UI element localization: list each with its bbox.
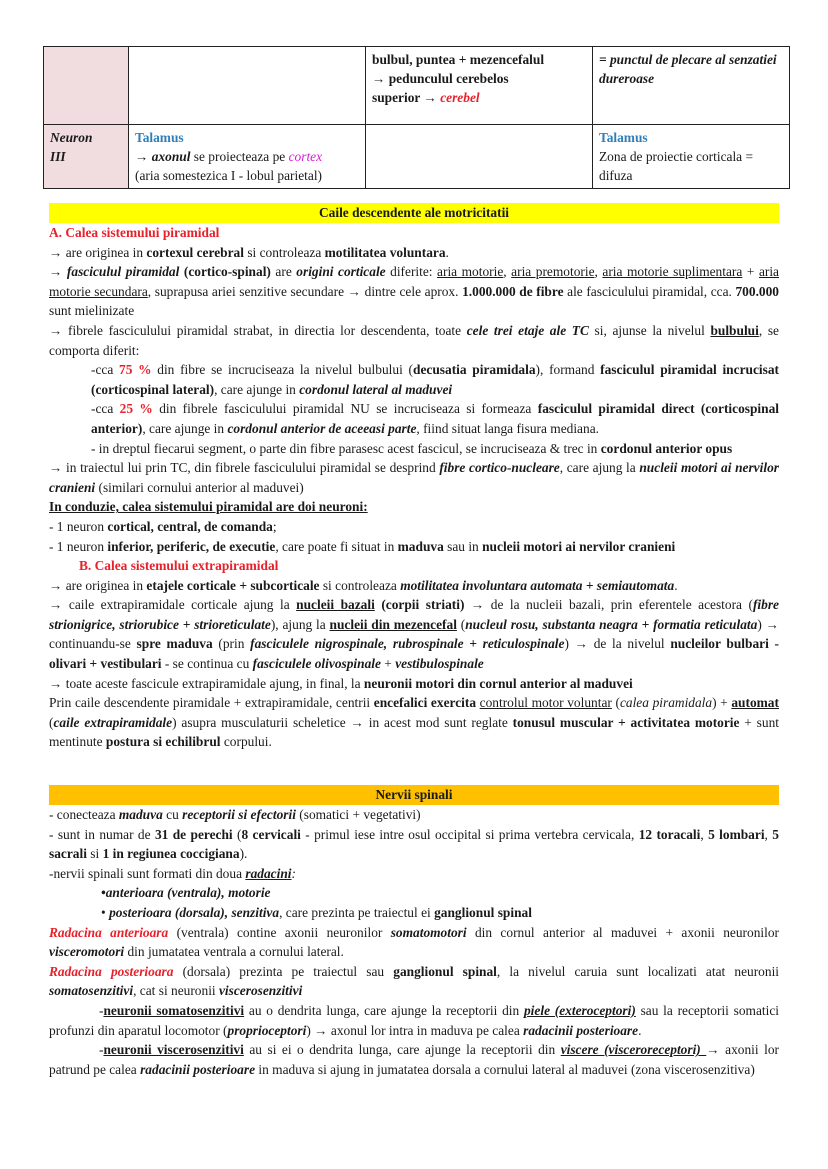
text-run: - conecteaza [49,807,119,822]
text-run: aria motorie secundara [49,264,780,299]
text-run: neuronii motori din cornul anterior al maduvei [363,675,633,691]
text-run: , care ajung la [559,460,640,476]
list-item [49,360,779,399]
text-run: - [99,1042,104,1058]
neuron-table [43,46,790,189]
text-run: decusatia piramidala [413,362,536,378]
text-run: → caile extrapiramidale corticale ajung la [49,597,297,613]
text-run: ) asupra musculaturii scheletice → in acest mod sunt reglate [172,714,513,730]
text-run: ) + [712,695,732,711]
text-run: , se comporta diferit: [49,322,779,358]
text-run: → axonii lor patrund pe calea [49,1042,779,1077]
text-run: fasciculul piramidal [66,264,180,280]
list-item: • anterioara (ventrala), motorie [49,883,779,903]
text-run: viscere (visceroreceptori) [560,1042,707,1058]
text-run: ; [272,518,277,534]
text-run: aria motorie [437,264,504,280]
text-run: → [135,149,152,164]
text-run: controlul motor voluntar [479,695,612,711]
text-run: - se continua cu [161,656,253,672]
text-run: , [594,264,603,280]
text-run: , care ajunge in [214,381,300,397]
text-run: - sunt in numar de [49,826,155,842]
table-cell [366,47,593,125]
text-run: ( [611,695,620,711]
text-run: , care prezinta pe traiectul ei [279,904,435,920]
text-run: tonusul muscular + activitatea motorie [512,714,740,730]
text-run: - 1 neuron [49,538,108,554]
text-run: → [49,264,67,280]
paragraph [49,243,779,263]
text-run: (aria somestezica I - lobul parietal) [135,168,323,183]
text-run: origini corticale [296,264,386,280]
text-run: ). [239,846,248,862]
cortex-term: cortex [288,149,323,164]
text-run: ) → de la nivelul [564,636,671,652]
text-run: → de la nucleii bazali, prin eferentele acestora ( [464,597,753,613]
paragraph [49,262,779,321]
text-run: , [764,826,773,842]
text-run: . [638,1022,642,1038]
text-run: (similari cornului anterior al maduvei) [95,479,304,495]
text-run: : [291,865,296,881]
text-run: somatomotori [390,924,467,940]
talamus-heading: Talamus [135,130,184,145]
section-spinal-nerves [49,785,779,1079]
text-run: nucleul rosu, substanta neagra + formatia reticulata [465,616,758,632]
text-run: ale fasciculului piramidal, cca. [563,283,736,299]
text-run: ganglionul spinal [434,904,532,920]
text-run: nucleii motori ai nervilor cranieni [482,538,676,554]
list-item [49,903,779,923]
text-run: , cat si neuronii [133,983,219,999]
text-run: se proiecteaza pe [190,149,289,164]
text-run: ( [232,826,242,842]
text-run: sau la receptorii somatici profunzi din aparatul locomotor ( [49,1002,780,1038]
text-run: 1.000.000 de fibre [462,283,564,299]
text-run: → are originea in [49,244,147,260]
text-run: radacinii posterioare [140,1061,256,1077]
text-run: nucleii bazali [296,597,375,613]
paragraph [49,458,779,497]
text-run: si [86,846,103,862]
paragraph [49,923,779,962]
text-run: , fiind situat langa fisura mediana. [416,420,599,436]
heading-a: A. Calea sistemului piramidal [49,225,220,240]
text-run: cu [162,807,183,822]
text-run: -cca [91,362,120,378]
text-run: cordonul anterior de aceeasi parte [227,420,417,436]
text-run: bulbului [710,322,759,338]
text-run: 8 cervicali [241,826,301,842]
text-run: , suprapusa ariei senzitive secundare → dintre cele aprox. [147,283,463,299]
text-run: proprioceptori [227,1022,307,1038]
text-run: . [674,577,678,593]
text-run: motilitatea voluntara [324,244,446,260]
text-run: . [445,244,449,260]
table-cell [593,125,790,189]
text-run: posterioara (dorsala), senzitiva [109,904,280,920]
text-run: si, ajunse la nivelul [588,322,711,338]
percent-25: 25 % [119,401,153,417]
row-label-cell [44,125,129,189]
section-descending-pathways [49,203,779,752]
text-run: ) → axonul lor intra in maduva pe calea [306,1022,524,1038]
text-run: sunt mielinizate [49,303,135,319]
text-run: , [503,264,512,280]
text-run: + sunt mentinute [49,714,779,750]
text-run: maduva [397,538,444,554]
heading-b: B. Calea sistemului extrapiramidal [79,558,279,574]
text-run: motilitatea involuntara automata + semiautomata [400,577,675,593]
text-run: → toate aceste fascicule extrapiramidale ajung, in final, la [49,675,364,691]
section-title-bar: Caile descendente ale motricitatii [49,203,779,223]
text-run: fibre strionigrice, striorubice + strioreticulate [49,597,779,632]
paragraph [49,825,779,864]
text-run: → pedunculul cerebelos [372,71,509,86]
text-run: → in traiectul lui prin TC, din fibrele fasciculului piramidal se desprind [49,460,440,476]
text-run: ) → continuandu-se [49,616,780,652]
text-run: , la nivelul caruia sunt localizati atat neuronii [496,963,780,979]
text-run: Radacina posterioara [49,963,174,979]
paragraph [49,576,779,596]
cerebel-term: cerebel [440,90,480,105]
text-run: inferior, periferic, de executie [107,538,276,554]
text-run: + [742,264,759,280]
text-run: fasciculul piramidal direct (corticospinal anterior) [91,401,780,436]
text-run: maduva [118,807,163,822]
paragraph [49,537,779,557]
text-run: Prin caile descendente piramidale + extrapiramidale, centrii [49,695,374,711]
text-run: (corpii striati) [381,597,465,613]
text-run: , [700,826,709,842]
text-run: 700.000 [735,283,780,299]
text-run: in maduva si ajung in jumatatea dorsala a cornului lateral al maduvei (zona viscerosenzitiva) [255,1061,755,1077]
text-run: fasciculele olivospinale [252,656,381,672]
text-run: 5 sacrali [49,826,779,862]
text-run: bulbul, puntea + mezencefalul [372,52,545,67]
text-run: are [270,264,297,280]
text-run: -nervii spinali sunt formati din doua [49,865,246,881]
text-run: nucleii motori ai nervilor cranieni [49,460,779,495]
text-run: automat [731,695,779,711]
text-run: axonul [151,149,191,164]
paragraph [49,321,779,360]
text-run: ( [49,714,54,730]
text-run: sau in [443,538,483,554]
text-run: diferite: [385,264,438,280]
paragraph [49,1001,779,1040]
table-cell: = punctul de plecare al senzatiei dureroase [593,47,790,125]
text-run: -cca [91,401,120,417]
text-run: calea piramidala [619,695,713,711]
text-run: → are originea in [49,577,147,593]
paragraph [49,864,779,884]
text-run: caile extrapiramidale [53,714,173,730]
text-run: nucleii din mezencefal [329,616,457,632]
text-run: ( [456,616,466,632]
text-run: visceromotori [49,944,125,960]
text-run: (somatici + vegetativi) [295,807,421,822]
paragraph [49,595,779,673]
text-run: cortical, central, de comanda [107,518,273,534]
list-item [49,399,779,438]
text-run: ), ajung la [270,616,330,632]
text-run: fasciculele nigrospinale, rubrospinale + reticulospinale [250,636,565,652]
text-run: Zona de proiectie corticala = difuza [599,149,754,183]
text-run: Radacina anterioara [49,924,169,940]
text-run: din fibrele fasciculului piramidal NU se incruciseaza si formeaza [152,401,538,417]
talamus-heading: Talamus [599,130,648,145]
paragraph [49,674,779,694]
list-item [49,439,779,459]
text-run: somatosenzitivi [49,983,134,999]
text-run: din cornul anterior al maduvei + axonii neuronilor [466,924,779,940]
text-run: radacini [245,865,292,881]
text-run: aria motorie suplimentara [602,264,743,280]
text-run: din fibre se incruciseaza la nivelul bulbului ( [151,362,413,378]
text-run: - in dreptul fiecarui segment, o parte din fibre parasesc acest fascicul, se incruciseaza & trec in [91,440,601,456]
text-run: (dorsala) prezinta pe traiectul sau [173,963,394,979]
text-run: (prin [212,636,251,652]
table-cell [129,47,366,125]
text-run: cordonul lateral al maduvei [299,381,453,397]
text-run: 5 lombari [708,826,765,842]
text-run: (cortico-spinal) [183,264,271,280]
text-run: superior → [372,90,441,105]
percent-75: 75 % [119,362,152,378]
text-run: spre maduva [136,636,213,652]
text-run: fasciculul piramidal incrucisat (corticospinal lateral) [91,362,779,397]
text-run: au si ei o dendrita lunga, care ajunge la receptorii din [243,1042,561,1058]
text-run: cele trei etaje ale TC [466,322,589,338]
text-run: din jumatatea ventrala a cornului lateral. [124,944,344,960]
paragraph [49,1040,779,1079]
text-run: radacinii posterioare [523,1022,639,1038]
text-run: III [50,149,66,164]
text-run: fibre cortico-nucleare [439,460,560,476]
text-run: postura si echilibrul [105,734,221,750]
text-run: neuronii viscerosenzitivi [103,1042,244,1058]
text-run: piele (exteroceptori) [523,1002,636,1018]
text-run: receptorii si efectorii [182,807,296,822]
text-run: vestibulospinale [395,656,484,672]
table-cell [366,125,593,189]
text-run: 31 de perechi [154,826,233,842]
text-run: → fibrele fasciculului piramidal strabat, in directia lor descendenta, toate [49,322,467,338]
paragraph-subheading: In conduzie, calea sistemului piramidal are doi neuroni: [49,499,368,515]
section-title-bar: Nervii spinali [49,785,779,805]
row-label-cell [44,47,129,125]
text-run: si controleaza [243,244,325,260]
paragraph [49,805,779,825]
text-run: ), formand [535,362,601,378]
text-run: viscerosenzitivi [218,983,303,999]
text-run: - primul iese intre osul occipital si prima vertebra cervicala, [300,826,639,842]
text-run: encefalici exercita [373,695,477,711]
text-run: , care poate fi situat in [275,538,398,554]
text-run: - 1 neuron [49,518,108,534]
paragraph [49,517,779,537]
text-run: - [99,1002,104,1018]
text-run: cortexul cerebral [146,244,244,260]
text-run: corpului. [220,734,272,750]
text-run: 12 toracali [638,826,701,842]
table-row [44,125,790,189]
text-run: ganglionul spinal [393,963,497,979]
text-run: neuronii somatosenzitivi [103,1002,245,1018]
text-run: , care ajunge in [142,420,228,436]
text-run: cordonul anterior opus [600,440,733,456]
text-run: 1 in regiunea coccigiana [102,846,240,862]
text-run: Neuron [50,130,93,145]
paragraph [49,962,779,1001]
text-run: (ventrala) contine axonii neuronilor [168,924,391,940]
text-run: au o dendrita lunga, care ajunge la receptorii din [244,1002,524,1018]
text-run: aria premotorie [511,264,595,280]
text-run: + [380,656,396,672]
text-run: etajele corticale + subcorticale [146,577,320,593]
text-run: nucleilor bulbari - olivari + vestibulari [49,636,779,672]
table-row [44,47,790,125]
text-run: si controleaza [319,577,401,593]
table-cell [129,125,366,189]
paragraph [49,693,779,752]
